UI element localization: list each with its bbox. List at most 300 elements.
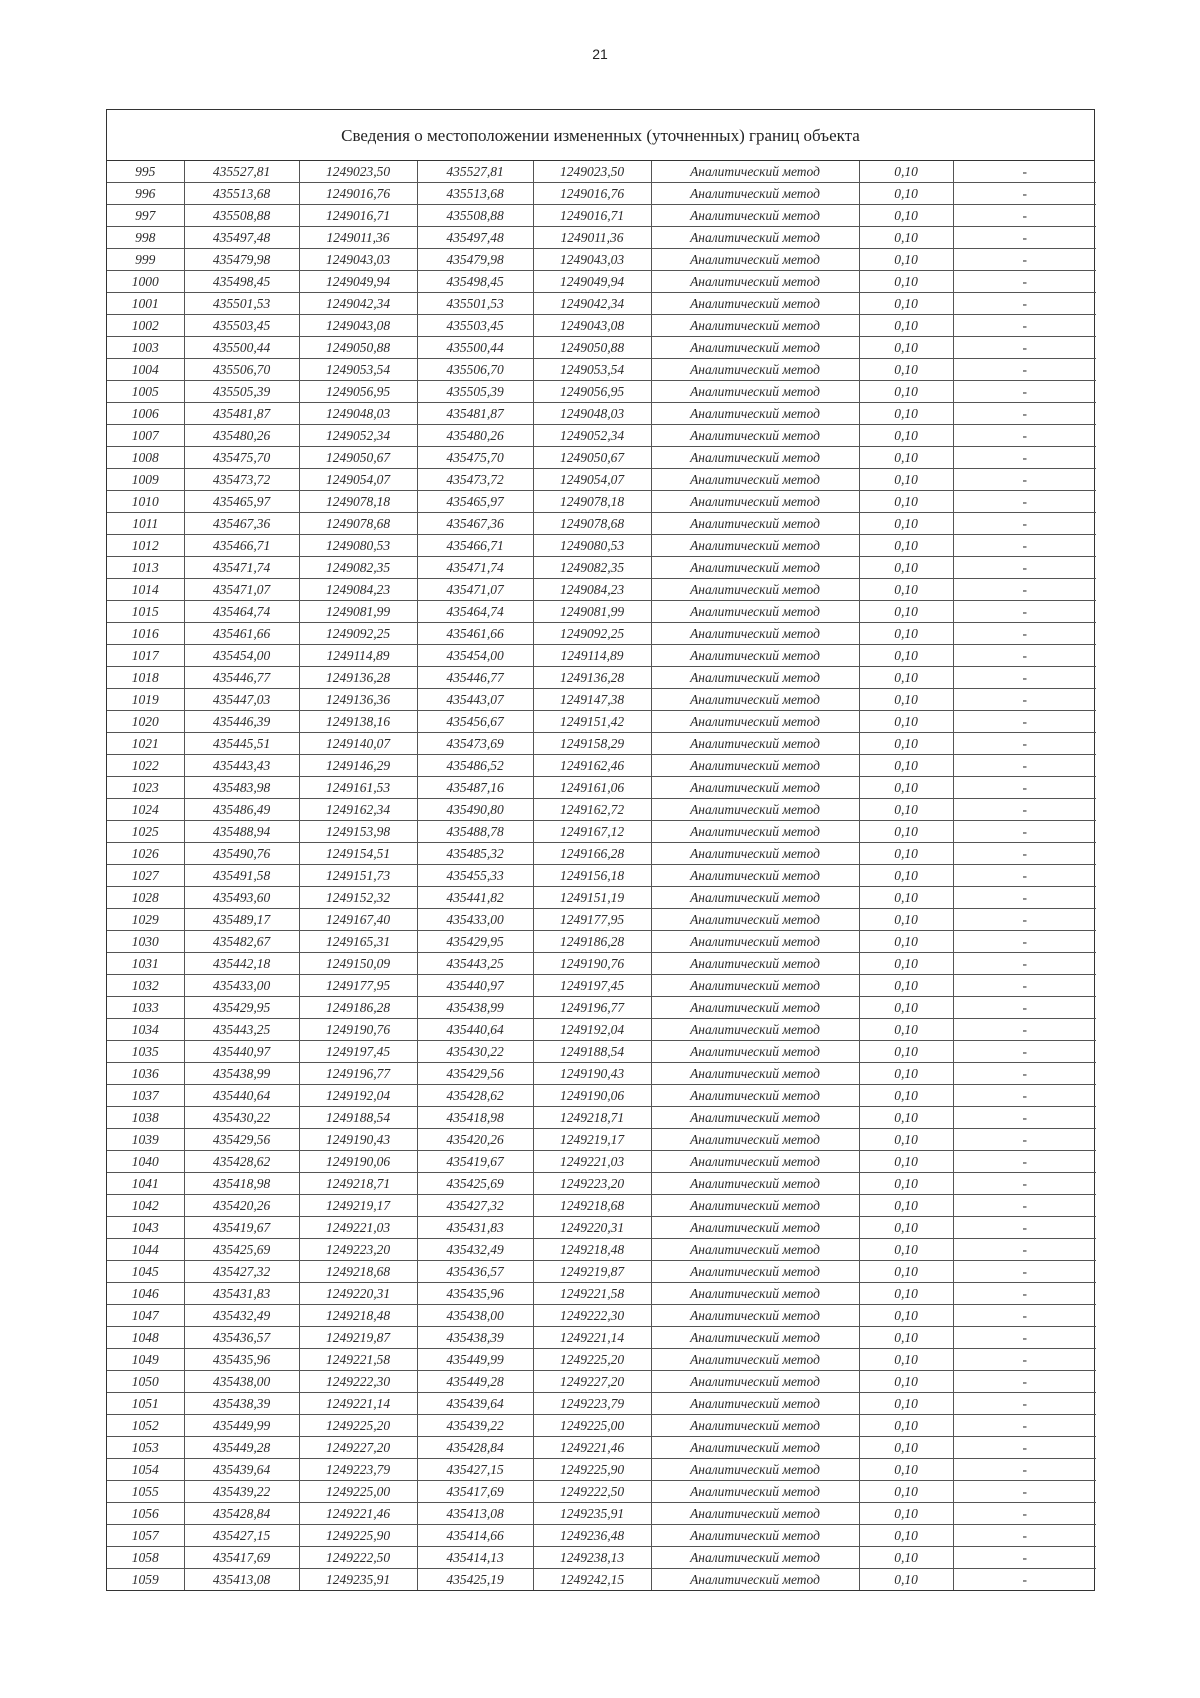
x-old-cell: 435489,17	[184, 909, 299, 931]
x-new-cell: 435513,68	[417, 183, 533, 205]
accuracy-cell: 0,10	[859, 1129, 953, 1151]
description-cell: -	[953, 1503, 1096, 1525]
method-cell: Аналитический метод	[651, 1305, 859, 1327]
y-new-cell: 1249236,48	[533, 1525, 651, 1547]
description-cell: -	[953, 271, 1096, 293]
x-new-cell: 435456,67	[417, 711, 533, 733]
point-number-cell: 1016	[107, 623, 184, 645]
x-new-cell: 435487,16	[417, 777, 533, 799]
y-old-cell: 1249150,09	[299, 953, 417, 975]
table-row	[107, 623, 1096, 645]
method-cell: Аналитический метод	[651, 953, 859, 975]
accuracy-cell: 0,10	[859, 425, 953, 447]
y-new-cell: 1249225,20	[533, 1349, 651, 1371]
x-new-cell: 435431,83	[417, 1217, 533, 1239]
description-cell: -	[953, 645, 1096, 667]
table-row	[107, 1305, 1096, 1327]
y-new-cell: 1249220,31	[533, 1217, 651, 1239]
y-new-cell: 1249162,72	[533, 799, 651, 821]
y-old-cell: 1249219,17	[299, 1195, 417, 1217]
x-old-cell: 435449,28	[184, 1437, 299, 1459]
x-old-cell: 435428,84	[184, 1503, 299, 1525]
y-old-cell: 1249153,98	[299, 821, 417, 843]
x-new-cell: 435505,39	[417, 381, 533, 403]
method-cell: Аналитический метод	[651, 1151, 859, 1173]
table-row	[107, 1459, 1096, 1481]
y-old-cell: 1249197,45	[299, 1041, 417, 1063]
accuracy-cell: 0,10	[859, 359, 953, 381]
x-new-cell: 435420,26	[417, 1129, 533, 1151]
x-old-cell: 435446,39	[184, 711, 299, 733]
point-number-cell: 1034	[107, 1019, 184, 1041]
table-row	[107, 535, 1096, 557]
description-cell: -	[953, 887, 1096, 909]
y-old-cell: 1249222,50	[299, 1547, 417, 1569]
method-cell: Аналитический метод	[651, 777, 859, 799]
accuracy-cell: 0,10	[859, 535, 953, 557]
description-cell: -	[953, 1019, 1096, 1041]
table-row	[107, 271, 1096, 293]
method-cell: Аналитический метод	[651, 249, 859, 271]
method-cell: Аналитический метод	[651, 1371, 859, 1393]
method-cell: Аналитический метод	[651, 865, 859, 887]
method-cell: Аналитический метод	[651, 1195, 859, 1217]
accuracy-cell: 0,10	[859, 1503, 953, 1525]
point-number-cell: 1035	[107, 1041, 184, 1063]
x-old-cell: 435461,66	[184, 623, 299, 645]
y-new-cell: 1249218,68	[533, 1195, 651, 1217]
table-row	[107, 1393, 1096, 1415]
x-new-cell: 435471,74	[417, 557, 533, 579]
x-new-cell: 435438,99	[417, 997, 533, 1019]
x-new-cell: 435443,25	[417, 953, 533, 975]
method-cell: Аналитический метод	[651, 689, 859, 711]
description-cell: -	[953, 1327, 1096, 1349]
y-old-cell: 1249223,79	[299, 1459, 417, 1481]
method-cell: Аналитический метод	[651, 337, 859, 359]
y-new-cell: 1249222,50	[533, 1481, 651, 1503]
point-number-cell: 1015	[107, 601, 184, 623]
accuracy-cell: 0,10	[859, 381, 953, 403]
point-number-cell: 1057	[107, 1525, 184, 1547]
table-title: Сведения о местоположении измененных (уточненных) границ объекта	[107, 110, 1094, 161]
x-old-cell: 435425,69	[184, 1239, 299, 1261]
x-old-cell: 435442,18	[184, 953, 299, 975]
x-new-cell: 435436,57	[417, 1261, 533, 1283]
x-new-cell: 435506,70	[417, 359, 533, 381]
method-cell: Аналитический метод	[651, 1393, 859, 1415]
point-number-cell: 1056	[107, 1503, 184, 1525]
x-old-cell: 435497,48	[184, 227, 299, 249]
y-new-cell: 1249016,76	[533, 183, 651, 205]
method-cell: Аналитический метод	[651, 1503, 859, 1525]
x-old-cell: 435429,95	[184, 997, 299, 1019]
y-old-cell: 1249162,34	[299, 799, 417, 821]
point-number-cell: 1054	[107, 1459, 184, 1481]
description-cell: -	[953, 1349, 1096, 1371]
point-number-cell: 995	[107, 161, 184, 183]
method-cell: Аналитический метод	[651, 315, 859, 337]
table-row	[107, 843, 1096, 865]
description-cell: -	[953, 1305, 1096, 1327]
accuracy-cell: 0,10	[859, 1085, 953, 1107]
point-number-cell: 1002	[107, 315, 184, 337]
description-cell: -	[953, 293, 1096, 315]
y-old-cell: 1249053,54	[299, 359, 417, 381]
y-old-cell: 1249167,40	[299, 909, 417, 931]
description-cell: -	[953, 689, 1096, 711]
method-cell: Аналитический метод	[651, 1283, 859, 1305]
method-cell: Аналитический метод	[651, 1437, 859, 1459]
point-number-cell: 1059	[107, 1569, 184, 1591]
accuracy-cell: 0,10	[859, 645, 953, 667]
description-cell: -	[953, 425, 1096, 447]
point-number-cell: 1050	[107, 1371, 184, 1393]
x-old-cell: 435513,68	[184, 183, 299, 205]
x-new-cell: 435508,88	[417, 205, 533, 227]
y-new-cell: 1249054,07	[533, 469, 651, 491]
table-row	[107, 711, 1096, 733]
accuracy-cell: 0,10	[859, 1283, 953, 1305]
x-new-cell: 435435,96	[417, 1283, 533, 1305]
y-old-cell: 1249082,35	[299, 557, 417, 579]
accuracy-cell: 0,10	[859, 799, 953, 821]
point-number-cell: 1000	[107, 271, 184, 293]
x-new-cell: 435481,87	[417, 403, 533, 425]
description-cell: -	[953, 623, 1096, 645]
point-number-cell: 1010	[107, 491, 184, 513]
y-new-cell: 1249186,28	[533, 931, 651, 953]
x-new-cell: 435527,81	[417, 161, 533, 183]
table-row	[107, 469, 1096, 491]
description-cell: -	[953, 777, 1096, 799]
table-row	[107, 1283, 1096, 1305]
x-new-cell: 435428,84	[417, 1437, 533, 1459]
method-cell: Аналитический метод	[651, 975, 859, 997]
table-row	[107, 161, 1096, 183]
y-old-cell: 1249221,58	[299, 1349, 417, 1371]
coordinates-table-frame	[106, 109, 1095, 1591]
x-old-cell: 435488,94	[184, 821, 299, 843]
y-old-cell: 1249136,28	[299, 667, 417, 689]
accuracy-cell: 0,10	[859, 205, 953, 227]
point-number-cell: 1013	[107, 557, 184, 579]
x-old-cell: 435483,98	[184, 777, 299, 799]
description-cell: -	[953, 1173, 1096, 1195]
x-old-cell: 435438,00	[184, 1371, 299, 1393]
y-old-cell: 1249016,76	[299, 183, 417, 205]
x-new-cell: 435427,15	[417, 1459, 533, 1481]
y-old-cell: 1249165,31	[299, 931, 417, 953]
y-new-cell: 1249162,46	[533, 755, 651, 777]
point-number-cell: 1004	[107, 359, 184, 381]
y-new-cell: 1249190,06	[533, 1085, 651, 1107]
y-new-cell: 1249050,88	[533, 337, 651, 359]
method-cell: Аналитический метод	[651, 557, 859, 579]
table-row	[107, 557, 1096, 579]
point-number-cell: 1055	[107, 1481, 184, 1503]
accuracy-cell: 0,10	[859, 821, 953, 843]
table-row	[107, 1129, 1096, 1151]
point-number-cell: 1018	[107, 667, 184, 689]
x-new-cell: 435480,26	[417, 425, 533, 447]
table-row	[107, 1569, 1096, 1591]
point-number-cell: 999	[107, 249, 184, 271]
point-number-cell: 1021	[107, 733, 184, 755]
y-old-cell: 1249221,03	[299, 1217, 417, 1239]
method-cell: Аналитический метод	[651, 1525, 859, 1547]
y-new-cell: 1249016,71	[533, 205, 651, 227]
point-number-cell: 1040	[107, 1151, 184, 1173]
x-old-cell: 435428,62	[184, 1151, 299, 1173]
point-number-cell: 1022	[107, 755, 184, 777]
description-cell: -	[953, 337, 1096, 359]
description-cell: -	[953, 535, 1096, 557]
x-new-cell: 435418,98	[417, 1107, 533, 1129]
description-cell: -	[953, 1195, 1096, 1217]
x-new-cell: 435440,97	[417, 975, 533, 997]
x-new-cell: 435464,74	[417, 601, 533, 623]
description-cell: -	[953, 711, 1096, 733]
y-new-cell: 1249221,14	[533, 1327, 651, 1349]
accuracy-cell: 0,10	[859, 271, 953, 293]
x-new-cell: 435414,13	[417, 1547, 533, 1569]
x-old-cell: 435481,87	[184, 403, 299, 425]
y-new-cell: 1249147,38	[533, 689, 651, 711]
accuracy-cell: 0,10	[859, 711, 953, 733]
y-new-cell: 1249223,20	[533, 1173, 651, 1195]
point-number-cell: 1005	[107, 381, 184, 403]
point-number-cell: 1001	[107, 293, 184, 315]
point-number-cell: 1014	[107, 579, 184, 601]
y-old-cell: 1249192,04	[299, 1085, 417, 1107]
x-old-cell: 435417,69	[184, 1547, 299, 1569]
method-cell: Аналитический метод	[651, 513, 859, 535]
y-old-cell: 1249190,06	[299, 1151, 417, 1173]
description-cell: -	[953, 447, 1096, 469]
description-cell: -	[953, 1525, 1096, 1547]
description-cell: -	[953, 579, 1096, 601]
x-new-cell: 435490,80	[417, 799, 533, 821]
y-old-cell: 1249235,91	[299, 1569, 417, 1591]
x-new-cell: 435473,72	[417, 469, 533, 491]
y-new-cell: 1249081,99	[533, 601, 651, 623]
x-new-cell: 435503,45	[417, 315, 533, 337]
description-cell: -	[953, 975, 1096, 997]
method-cell: Аналитический метод	[651, 623, 859, 645]
method-cell: Аналитический метод	[651, 1217, 859, 1239]
x-new-cell: 435461,66	[417, 623, 533, 645]
y-old-cell: 1249218,68	[299, 1261, 417, 1283]
accuracy-cell: 0,10	[859, 623, 953, 645]
y-old-cell: 1249084,23	[299, 579, 417, 601]
description-cell: -	[953, 1151, 1096, 1173]
accuracy-cell: 0,10	[859, 183, 953, 205]
description-cell: -	[953, 1063, 1096, 1085]
x-old-cell: 435443,25	[184, 1019, 299, 1041]
y-new-cell: 1249048,03	[533, 403, 651, 425]
method-cell: Аналитический метод	[651, 1481, 859, 1503]
x-old-cell: 435503,45	[184, 315, 299, 337]
method-cell: Аналитический метод	[651, 821, 859, 843]
accuracy-cell: 0,10	[859, 1569, 953, 1591]
accuracy-cell: 0,10	[859, 1063, 953, 1085]
description-cell: -	[953, 315, 1096, 337]
table-row	[107, 777, 1096, 799]
x-old-cell: 435433,00	[184, 975, 299, 997]
table-row	[107, 1195, 1096, 1217]
y-old-cell: 1249056,95	[299, 381, 417, 403]
y-old-cell: 1249080,53	[299, 535, 417, 557]
y-new-cell: 1249042,34	[533, 293, 651, 315]
x-old-cell: 435491,58	[184, 865, 299, 887]
method-cell: Аналитический метод	[651, 1019, 859, 1041]
x-old-cell: 435467,36	[184, 513, 299, 535]
y-new-cell: 1249242,15	[533, 1569, 651, 1591]
accuracy-cell: 0,10	[859, 1019, 953, 1041]
description-cell: -	[953, 513, 1096, 535]
method-cell: Аналитический метод	[651, 1173, 859, 1195]
x-old-cell: 435436,57	[184, 1327, 299, 1349]
y-old-cell: 1249152,32	[299, 887, 417, 909]
accuracy-cell: 0,10	[859, 733, 953, 755]
x-new-cell: 435498,45	[417, 271, 533, 293]
x-new-cell: 435465,97	[417, 491, 533, 513]
point-number-cell: 1025	[107, 821, 184, 843]
method-cell: Аналитический метод	[651, 887, 859, 909]
table-row	[107, 1349, 1096, 1371]
x-new-cell: 435471,07	[417, 579, 533, 601]
description-cell: -	[953, 755, 1096, 777]
accuracy-cell: 0,10	[859, 249, 953, 271]
y-old-cell: 1249016,71	[299, 205, 417, 227]
point-number-cell: 1029	[107, 909, 184, 931]
x-new-cell: 435449,99	[417, 1349, 533, 1371]
x-new-cell: 435454,00	[417, 645, 533, 667]
description-cell: -	[953, 1437, 1096, 1459]
x-new-cell: 435488,78	[417, 821, 533, 843]
accuracy-cell: 0,10	[859, 1305, 953, 1327]
accuracy-cell: 0,10	[859, 557, 953, 579]
x-old-cell: 435486,49	[184, 799, 299, 821]
method-cell: Аналитический метод	[651, 381, 859, 403]
accuracy-cell: 0,10	[859, 1525, 953, 1547]
description-cell: -	[953, 1371, 1096, 1393]
method-cell: Аналитический метод	[651, 579, 859, 601]
accuracy-cell: 0,10	[859, 337, 953, 359]
method-cell: Аналитический метод	[651, 1085, 859, 1107]
point-number-cell: 1012	[107, 535, 184, 557]
x-new-cell: 435485,32	[417, 843, 533, 865]
point-number-cell: 1041	[107, 1173, 184, 1195]
y-old-cell: 1249218,71	[299, 1173, 417, 1195]
accuracy-cell: 0,10	[859, 1151, 953, 1173]
accuracy-cell: 0,10	[859, 403, 953, 425]
x-old-cell: 435440,64	[184, 1085, 299, 1107]
x-old-cell: 435471,07	[184, 579, 299, 601]
accuracy-cell: 0,10	[859, 1239, 953, 1261]
x-old-cell: 435435,96	[184, 1349, 299, 1371]
x-new-cell: 435446,77	[417, 667, 533, 689]
table-row	[107, 667, 1096, 689]
accuracy-cell: 0,10	[859, 1547, 953, 1569]
y-old-cell: 1249049,94	[299, 271, 417, 293]
y-old-cell: 1249042,34	[299, 293, 417, 315]
y-old-cell: 1249151,73	[299, 865, 417, 887]
y-new-cell: 1249158,29	[533, 733, 651, 755]
x-new-cell: 435467,36	[417, 513, 533, 535]
y-new-cell: 1249050,67	[533, 447, 651, 469]
y-new-cell: 1249080,53	[533, 535, 651, 557]
y-old-cell: 1249092,25	[299, 623, 417, 645]
accuracy-cell: 0,10	[859, 1327, 953, 1349]
y-old-cell: 1249050,67	[299, 447, 417, 469]
description-cell: -	[953, 359, 1096, 381]
point-number-cell: 1027	[107, 865, 184, 887]
description-cell: -	[953, 403, 1096, 425]
y-old-cell: 1249222,30	[299, 1371, 417, 1393]
y-new-cell: 1249078,18	[533, 491, 651, 513]
x-new-cell: 435486,52	[417, 755, 533, 777]
description-cell: -	[953, 1217, 1096, 1239]
method-cell: Аналитический метод	[651, 271, 859, 293]
description-cell: -	[953, 843, 1096, 865]
y-new-cell: 1249192,04	[533, 1019, 651, 1041]
description-cell: -	[953, 249, 1096, 271]
accuracy-cell: 0,10	[859, 293, 953, 315]
y-new-cell: 1249082,35	[533, 557, 651, 579]
table-row	[107, 1327, 1096, 1349]
table-row	[107, 953, 1096, 975]
x-old-cell: 435465,97	[184, 491, 299, 513]
table-row	[107, 1261, 1096, 1283]
description-cell: -	[953, 227, 1096, 249]
y-old-cell: 1249052,34	[299, 425, 417, 447]
page-number: 21	[592, 46, 608, 62]
y-new-cell: 1249136,28	[533, 667, 651, 689]
y-old-cell: 1249177,95	[299, 975, 417, 997]
table-row	[107, 1041, 1096, 1063]
point-number-cell: 1011	[107, 513, 184, 535]
x-new-cell: 435449,28	[417, 1371, 533, 1393]
description-cell: -	[953, 1239, 1096, 1261]
y-old-cell: 1249221,14	[299, 1393, 417, 1415]
y-new-cell: 1249196,77	[533, 997, 651, 1019]
point-number-cell: 1043	[107, 1217, 184, 1239]
x-new-cell: 435473,69	[417, 733, 533, 755]
description-cell: -	[953, 381, 1096, 403]
y-old-cell: 1249023,50	[299, 161, 417, 183]
x-new-cell: 435439,22	[417, 1415, 533, 1437]
x-old-cell: 435479,98	[184, 249, 299, 271]
method-cell: Аналитический метод	[651, 1415, 859, 1437]
y-new-cell: 1249197,45	[533, 975, 651, 997]
accuracy-cell: 0,10	[859, 777, 953, 799]
method-cell: Аналитический метод	[651, 1459, 859, 1481]
table-row	[107, 1107, 1096, 1129]
description-cell: -	[953, 953, 1096, 975]
description-cell: -	[953, 601, 1096, 623]
y-old-cell: 1249220,31	[299, 1283, 417, 1305]
table-row	[107, 403, 1096, 425]
accuracy-cell: 0,10	[859, 1349, 953, 1371]
y-new-cell: 1249222,30	[533, 1305, 651, 1327]
x-old-cell: 435493,60	[184, 887, 299, 909]
y-old-cell: 1249218,48	[299, 1305, 417, 1327]
table-row	[107, 425, 1096, 447]
table-row	[107, 755, 1096, 777]
x-new-cell: 435419,67	[417, 1151, 533, 1173]
